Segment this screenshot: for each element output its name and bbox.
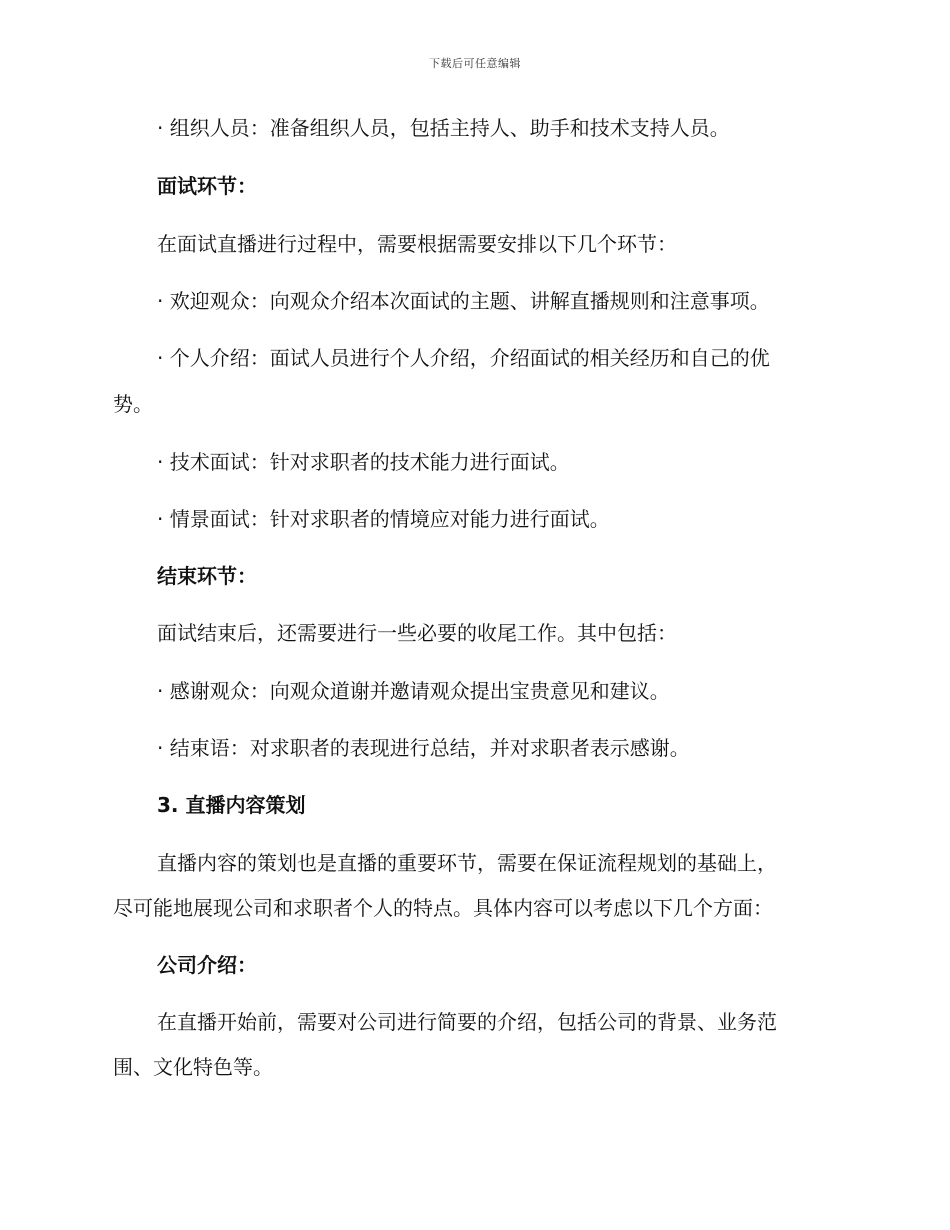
section-heading-closing: 结束环节：: [157, 564, 257, 588]
paragraph-company-intro-2: 围、文化特色等。: [113, 1055, 273, 1079]
section-heading-interview: 面试环节：: [157, 174, 257, 198]
paragraph-content-planning-1: 直播内容的策划也是直播的重要环节，需要在保证流程规划的基础上，: [157, 851, 777, 875]
section-heading-company-intro: 公司介绍：: [157, 953, 257, 977]
bullet-tech-interview: · 技术面试：针对求职者的技术能力进行面试。: [157, 450, 570, 474]
paragraph-interview-intro: 在面试直播进行过程中，需要根据需要安排以下几个环节：: [157, 232, 677, 256]
bullet-thank-audience: · 感谢观众：向观众道谢并邀请观众提出宝贵意见和建议。: [157, 679, 670, 703]
page-header: 下载后可任意编辑: [429, 57, 521, 70]
bullet-closing-remarks: · 结束语：对求职者的表现进行总结，并对求职者表示感谢。: [157, 736, 690, 760]
paragraph-closing-intro: 面试结束后，还需要进行一些必要的收尾工作。其中包括：: [157, 621, 677, 645]
bullet-organize-staff: · 组织人员：准备组织人员，包括主持人、助手和技术支持人员。: [157, 116, 730, 140]
bullet-self-intro-cont: 势。: [113, 392, 153, 416]
bullet-self-intro: · 个人介绍：面试人员进行个人介绍，介绍面试的相关经历和自己的优: [157, 346, 770, 370]
paragraph-content-planning-2: 尽可能地展现公司和求职者个人的特点。具体内容可以考虑以下几个方面：: [113, 896, 773, 920]
bullet-scenario-interview: · 情景面试：针对求职者的情境应对能力进行面试。: [157, 507, 610, 531]
bullet-welcome-audience: · 欢迎观众：向观众介绍本次面试的主题、讲解直播规则和注意事项。: [157, 289, 770, 313]
section-heading-content-planning: 3. 直播内容策划: [157, 793, 306, 817]
paragraph-company-intro-1: 在直播开始前，需要对公司进行简要的介绍，包括公司的背景、业务范: [157, 1010, 777, 1034]
